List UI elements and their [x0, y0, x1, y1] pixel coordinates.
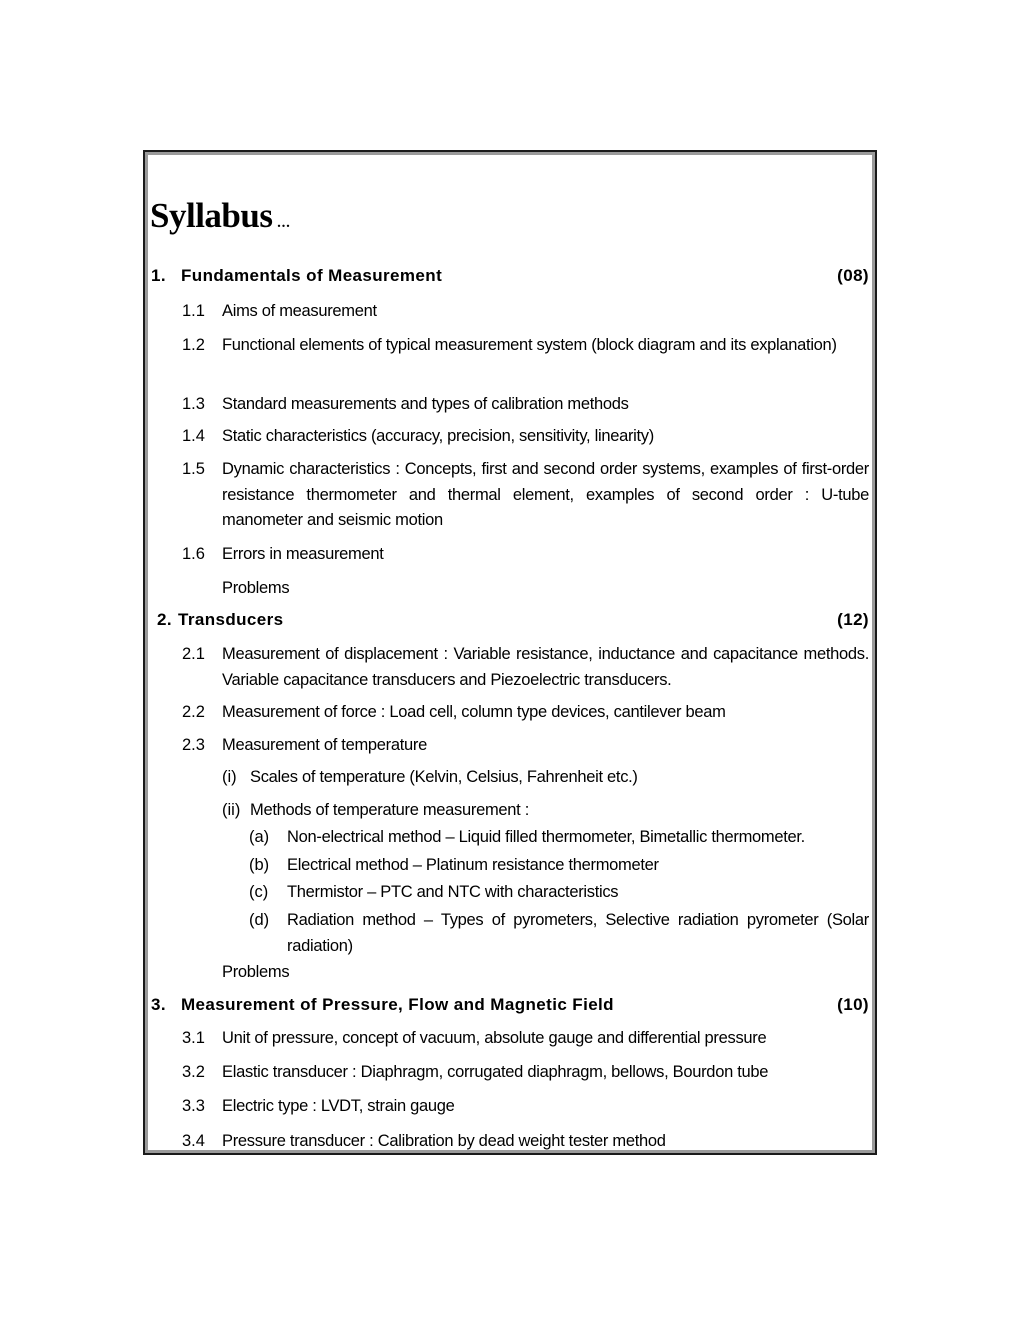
subitem-text: Methods of temperature measurement : — [250, 801, 530, 819]
subitem-number: (ii) — [222, 801, 241, 819]
subitem-number: (i) — [222, 768, 237, 786]
item-number: 1.6 — [182, 545, 205, 563]
item-text: Standard measurements and types of calibration methods — [222, 395, 629, 413]
title-text: Syllabus — [150, 196, 273, 235]
unit-2-number: 2. — [157, 610, 172, 629]
subsubitem-number: (b) — [249, 856, 270, 874]
syllabus-item-1-1 — [182, 299, 869, 325]
item-text: Functional elements of typical measurement system (block diagram and its explanation) — [222, 336, 837, 354]
item-text: Electric type : LVDT, strain gauge — [222, 1097, 455, 1115]
item-number: 1.4 — [182, 427, 205, 445]
syllabus-content — [145, 152, 875, 1153]
syllabus-subitem-ii — [222, 798, 869, 824]
unit-1-title: Fundamentals of Measurement — [181, 266, 443, 285]
item-text: Elastic transducer : Diaphragm, corrugated diaphragm, bellows, Bourdon tube — [222, 1063, 769, 1081]
syllabus-item-1-6 — [182, 542, 869, 568]
title-ellipsis: ... — [276, 210, 290, 232]
item-number: 1.5 — [182, 460, 205, 478]
subsubitem-text: Radiation method – Types of pyrometers, Selective radiation pyrometer (Solar radiation) — [287, 911, 869, 955]
syllabus-subsubitem-b — [249, 853, 869, 879]
item-number: 3.3 — [182, 1097, 205, 1115]
item-text: Measurement of displacement : Variable resistance, inductance and capacitance methods. Variable capacitance transducers and Piezoelectric transducers. — [222, 645, 869, 689]
item-text: Aims of measurement — [222, 302, 377, 320]
subsubitem-text: Electrical method – Platinum resistance thermometer — [287, 856, 659, 874]
unit-2-problems: Problems — [222, 963, 290, 981]
item-text: Static characteristics (accuracy, precision, sensitivity, linearity) — [222, 427, 654, 445]
item-text: Measurement of force : Load cell, column type devices, cantilever beam — [222, 703, 726, 721]
unit-3-heading — [151, 995, 869, 1015]
subsubitem-text: Thermistor – PTC and NTC with characteristics — [287, 883, 619, 901]
syllabus-item-2-1 — [182, 642, 869, 693]
unit-2-title: Transducers — [177, 610, 284, 629]
item-number: 3.4 — [182, 1132, 205, 1150]
unit-1-hours: (08) — [837, 266, 869, 285]
item-number: 3.2 — [182, 1063, 205, 1081]
unit-1-problems: Problems — [222, 579, 290, 597]
syllabus-item-3-4 — [182, 1129, 869, 1155]
syllabus-item-1-2 — [182, 333, 869, 359]
item-text: Pressure transducer : Calibration by dead weight tester method — [222, 1132, 666, 1150]
item-text: Measurement of temperature — [222, 736, 427, 754]
subsubitem-number: (d) — [249, 911, 270, 929]
unit-2-hours: (12) — [837, 610, 869, 629]
page-title — [150, 196, 290, 236]
item-number: 2.3 — [182, 736, 205, 754]
item-number: 1.1 — [182, 302, 205, 320]
item-text: Dynamic characteristics : Concepts, first and second order systems, examples of first-order resistance thermometer and thermal element, examples of second order : U-tube manometer and seismic motion — [222, 460, 869, 529]
item-number: 2.2 — [182, 703, 205, 721]
syllabus-subitem-i — [222, 765, 869, 791]
syllabus-item-1-4 — [182, 424, 869, 450]
syllabus-item-1-3 — [182, 392, 869, 418]
item-text: Unit of pressure, concept of vacuum, absolute gauge and differential pressure — [222, 1029, 767, 1047]
subsubitem-number: (a) — [249, 828, 270, 846]
unit-3-number: 3. — [151, 995, 166, 1014]
syllabus-frame — [143, 150, 877, 1155]
syllabus-item-1-5 — [182, 457, 869, 534]
syllabus-subsubitem-a — [249, 825, 869, 851]
syllabus-item-3-1 — [182, 1026, 869, 1052]
unit-3-hours: (10) — [837, 995, 869, 1014]
unit-1-number: 1. — [151, 266, 166, 285]
unit-3-title: Measurement of Pressure, Flow and Magnetic Field — [181, 995, 614, 1014]
unit-1-heading — [151, 266, 869, 286]
syllabus-subsubitem-d — [249, 908, 869, 959]
syllabus-item-2-2 — [182, 700, 869, 726]
item-number: 3.1 — [182, 1029, 205, 1047]
unit-2-heading — [151, 610, 869, 630]
item-number: 1.2 — [182, 336, 205, 354]
item-number: 2.1 — [182, 645, 205, 663]
subsubitem-text: Non-electrical method – Liquid filled thermometer, Bimetallic thermometer. — [287, 828, 805, 846]
item-text: Errors in measurement — [222, 545, 384, 563]
subsubitem-number: (c) — [249, 883, 269, 901]
subitem-text: Scales of temperature (Kelvin, Celsius, Fahrenheit etc.) — [250, 768, 638, 786]
syllabus-item-3-2 — [182, 1060, 869, 1086]
syllabus-item-3-3 — [182, 1094, 869, 1120]
syllabus-item-2-3 — [182, 733, 869, 759]
syllabus-subsubitem-c — [249, 880, 869, 906]
item-number: 1.3 — [182, 395, 205, 413]
